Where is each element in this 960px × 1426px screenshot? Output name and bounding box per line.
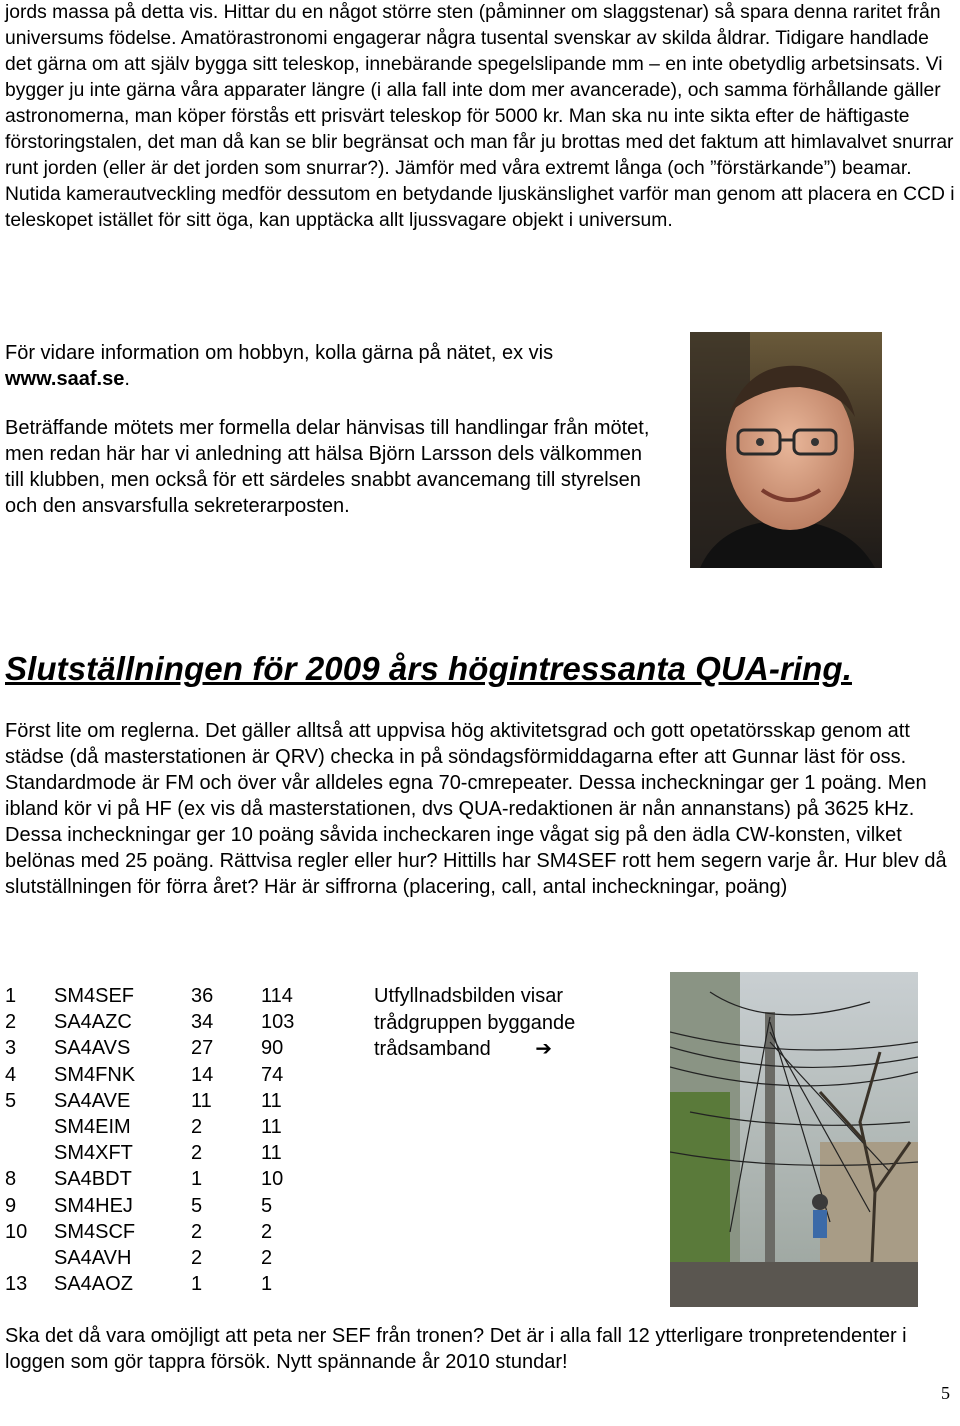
place-cell: 5 bbox=[5, 1089, 17, 1112]
points-cell: 2 bbox=[261, 1220, 273, 1243]
points-cell: 90 bbox=[261, 1037, 284, 1060]
place-cell: 10 bbox=[5, 1220, 28, 1243]
call-cell: SA4AVE bbox=[54, 1089, 131, 1112]
call-cell: SA4AZC bbox=[54, 1011, 132, 1034]
photo-caption bbox=[374, 983, 575, 1063]
street-wires-photo bbox=[670, 972, 918, 1307]
caption-line: trådsamband ➔ bbox=[374, 1038, 552, 1060]
points-cell: 11 bbox=[261, 1115, 282, 1138]
table-row bbox=[5, 1009, 321, 1035]
more-info-text: För vidare information om hobbyn, kolla gärna på nätet, ex vis bbox=[5, 342, 554, 364]
call-cell: SM4HEJ bbox=[54, 1194, 133, 1217]
body-paragraph-meeting: Beträffande mötets mer formella delar hänvisas till handlingar från mötet, men redan här har vi anledning att hälsa Björn Larsson dels välkommen till klubben, men också för ett särdeles snabbt avancemang till styrelsen och den ansvarsfulla sekreterarposten. bbox=[5, 417, 650, 517]
checkins-cell: 14 bbox=[191, 1063, 214, 1086]
place-cell: 4 bbox=[5, 1063, 17, 1086]
checkins-cell: 34 bbox=[191, 1011, 214, 1034]
checkins-cell: 1 bbox=[191, 1273, 203, 1296]
table-row bbox=[5, 1219, 321, 1245]
results-table bbox=[5, 983, 321, 1297]
call-cell: SM4FNK bbox=[54, 1063, 136, 1086]
checkins-cell: 27 bbox=[191, 1037, 214, 1060]
checkins-cell: 2 bbox=[191, 1115, 203, 1138]
website-link[interactable]: www.saaf.se bbox=[5, 368, 125, 390]
place-cell bbox=[5, 1140, 54, 1166]
table-row bbox=[5, 1088, 321, 1114]
points-cell: 114 bbox=[261, 985, 293, 1007]
points-cell: 10 bbox=[261, 1168, 284, 1191]
points-cell: 1 bbox=[261, 1273, 273, 1296]
place-cell bbox=[5, 1245, 54, 1271]
place-cell: 1 bbox=[5, 985, 17, 1007]
caption-line: trådgruppen byggande bbox=[374, 1011, 576, 1034]
table-row bbox=[5, 1245, 321, 1271]
right-arrow-icon: ➔ bbox=[535, 1038, 552, 1060]
place-cell: 8 bbox=[5, 1168, 17, 1191]
call-cell: SM4SCF bbox=[54, 1220, 136, 1243]
place-cell: 3 bbox=[5, 1037, 17, 1060]
table-row bbox=[5, 983, 321, 1009]
table-row bbox=[5, 1035, 321, 1061]
section-heading: Slutställningen för 2009 års högintressanta QUA-ring. bbox=[5, 650, 852, 687]
points-cell: 74 bbox=[261, 1063, 284, 1086]
place-cell: 2 bbox=[5, 1011, 17, 1034]
call-cell: SM4EIM bbox=[54, 1115, 131, 1138]
table-row bbox=[5, 1166, 321, 1192]
checkins-cell: 2 bbox=[191, 1220, 203, 1243]
portrait-photo bbox=[690, 332, 882, 568]
place-cell: 9 bbox=[5, 1194, 17, 1217]
points-cell: 11 bbox=[261, 1089, 282, 1112]
caption-line: Utfyllnadsbilden visar bbox=[374, 985, 563, 1007]
points-cell: 11 bbox=[261, 1142, 282, 1165]
place-cell bbox=[5, 1114, 54, 1140]
checkins-cell: 36 bbox=[191, 985, 214, 1007]
points-cell: 5 bbox=[261, 1194, 273, 1217]
call-cell: SA4AVH bbox=[54, 1246, 132, 1269]
body-paragraph-closing: Ska det då vara omöjligt att peta ner SEF från tronen? Det är i alla fall 12 ytterligare tronpretendenter i loggen som gör tappra försök. Nytt spännande år 2010 stundar! bbox=[5, 1325, 907, 1373]
call-cell: SA4AOZ bbox=[54, 1273, 133, 1296]
table-row bbox=[5, 1114, 321, 1140]
call-cell: SA4BDT bbox=[54, 1168, 132, 1191]
call-cell: SM4SEF bbox=[54, 985, 135, 1007]
points-cell: 103 bbox=[261, 1011, 295, 1034]
more-info-end: . bbox=[124, 368, 130, 390]
body-paragraph-astronomy: jords massa på detta vis. Hittar du en något större sten (påminner om slaggstenar) så spara denna raritet från universums födelse. Amatörastronomi engagerar några tusental svenskar av skilda åldrar. Tidigare handlade det gärna om att själv bygga sitt teleskop, innebärande spegelslipande mm – en inte obetydlig arbetsinsats. Vi bygger ju inte gärna våra apparater längre (i alla fall inte dom mer avancerade), och samma förhållande gäller astronomerna, man köper förstås ett prisvärt teleskop för 5000 kr. Man ska nu inte sikta efter de häftigaste förstoringstalen, det man då kan se blir begränsat och man får ju brottas med det faktum att himlavalvet snurrar runt jorden (eller är det jorden som snurrar?). Jämför med våra extremt långa (och ”förstärkande”) beamar. Nutida kamerautveckling medför dessutom en betydande ljuskänslighet varför man genom att placera en CCD i teleskopet istället för sitt öga, kan upptäcka allt ljussvagare objekt i universum. bbox=[5, 2, 955, 231]
body-paragraph-rules: Först lite om reglerna. Det gäller alltså att uppvisa hög aktivitetsgrad och gott opetatörsskap genom att städse (då masterstationen är QRV) checka in på söndagsförmiddagarna efter att Gunnar läst för oss. Standardmode är FM och över vår alldeles egna 70-cmrepeater. Dessa incheckningar ger 1 poäng. Men ibland kör vi på HF (ex vis då masterstationen, dvs QUA-redaktionen är nån annanstans) på 3625 kHz. Dessa incheckningar ger 10 poäng såvida incheckaren inge vågat sig på den ädla CW-konsten, vilket belönas med 25 poäng. Rättvisa regler eller hur? Hittills har SM4SEF rott hem segern varje år. Hur blev då slutställningen för förra året? Här är siffrorna (placering, call, antal incheckningar, poäng) bbox=[5, 720, 947, 898]
checkins-cell: 5 bbox=[191, 1194, 203, 1217]
table-row bbox=[5, 1062, 321, 1088]
table-row bbox=[5, 1271, 321, 1297]
checkins-cell: 11 bbox=[191, 1089, 212, 1112]
table-row bbox=[5, 1193, 321, 1219]
checkins-cell: 1 bbox=[191, 1168, 203, 1191]
place-cell: 13 bbox=[5, 1273, 28, 1296]
checkins-cell: 2 bbox=[191, 1142, 203, 1165]
call-cell: SM4XFT bbox=[54, 1142, 133, 1165]
checkins-cell: 2 bbox=[191, 1246, 203, 1269]
table-row bbox=[5, 1140, 321, 1166]
points-cell: 2 bbox=[261, 1246, 273, 1269]
page-number: 5 bbox=[941, 1383, 950, 1403]
call-cell: SA4AVS bbox=[54, 1037, 131, 1060]
